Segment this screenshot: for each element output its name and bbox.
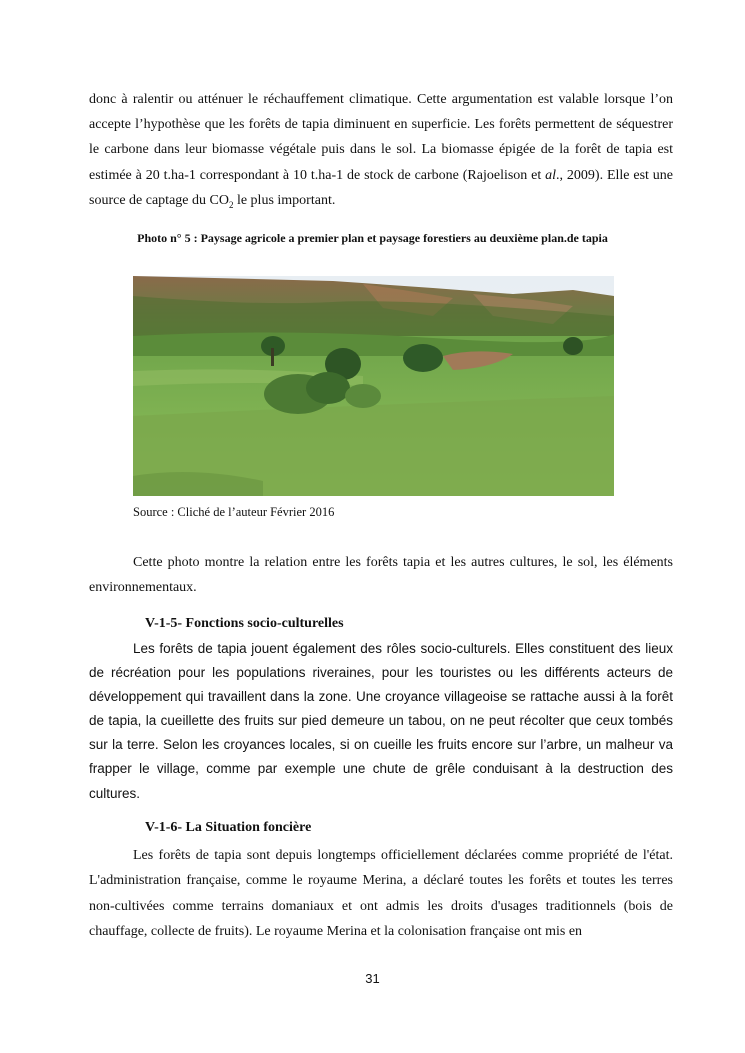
paragraph-carbon — [89, 87, 673, 213]
figure-caption: Photo n° 5 : Paysage agricole a premier plan et paysage forestiers au deuxième plan.de tapia — [137, 231, 608, 245]
paragraph-text: le plus important. — [233, 192, 336, 208]
paragraph-photo-description: Cette photo montre la relation entre les forêts tapia et les autres cultures, le sol, les éléments environnementaux. — [89, 555, 673, 595]
paragraph-text: donc à ralentir ou atténuer le réchauffement climatique. Cette argumentation est valable lorsque l’on accepte l’hypothèse que les forêts de tapia diminuent en superficie. Les forêts permettent de séquestrer le carbone dans leur biomasse végétale puis dans le sol. La biomasse épigée de la forêt de tapia est estimée à 20 t.ha-1 correspondant à 10 t.ha-1 de stock de carbone (Rajoelison et — [89, 92, 673, 183]
co2-subscript: 2 — [228, 199, 234, 210]
page-number: 31 — [365, 971, 380, 986]
section-heading-socio-cultural: V-1-5- Fonctions socio-culturelles — [145, 616, 344, 631]
italic-al: al — [545, 167, 557, 183]
paragraph-text: ., 2009). Elle est une source de captage du CO — [89, 167, 674, 208]
paragraph-land-tenure: Les forêts de tapia sont depuis longtemps officiellement déclarées comme propriété de l'état. L'administration française, comme le royaume Merina, a déclaré toutes les forêts et toutes les terres non-cultivées comme terrains domaniaux et ont admis les droits d'usages traditionnels (bois de chauffage, collecte de fruits). Le royaume Merina et la colonisation française ont mis en — [89, 848, 673, 939]
paragraph-socio-cultural: Les forêts de tapia jouent également des rôles socio-culturels. Elles constituent des lieux de récréation pour les populations riveraines, pour les touristes ou les différents acteurs de développement qui travaillent dans la zone. Une croyance villageoise se rattache aussi à la forêt de tapia, la cueillette des fruits sur pied demeure un tabou, on ne peut récolter que ceux tombés sur la terre. Selon les croyances locales, si on cueille les fruits encore sur l’arbre, un malheur va frapper le village, comme par exemple une chute de grêle conduisant à la destruction des cultures. — [89, 641, 673, 801]
landscape-photo — [133, 276, 614, 496]
section-heading-land-tenure: V-1-6- La Situation foncière — [145, 820, 312, 835]
photo-source: Source : Cliché de l’auteur Février 2016 — [133, 505, 335, 519]
